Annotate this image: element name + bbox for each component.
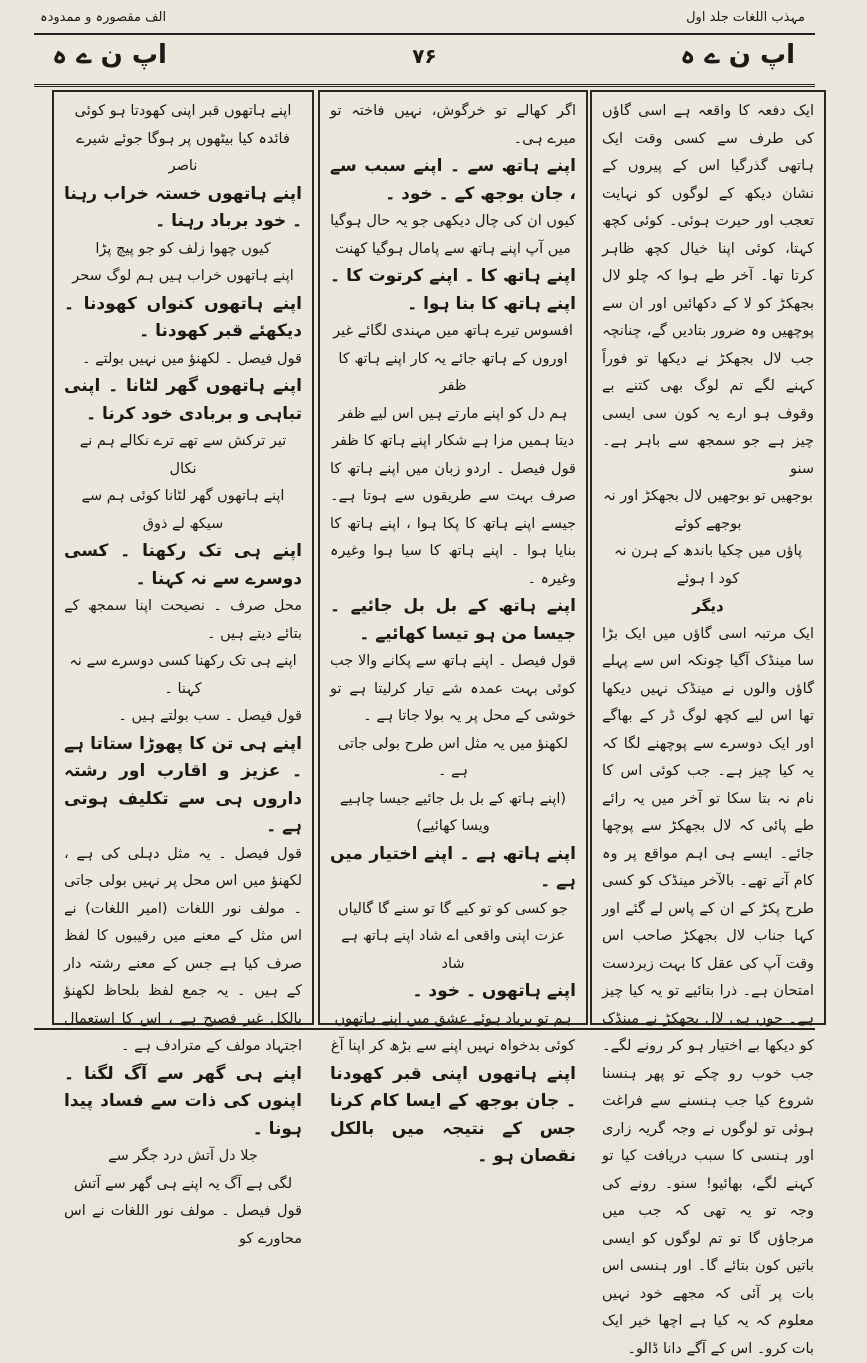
headword: اپنے ہاتھوں ۔ خود ۔ bbox=[330, 978, 576, 1006]
sub-heading: دیگر bbox=[602, 593, 814, 621]
header-rule bbox=[34, 84, 815, 87]
verse-line: بوجھیں تو بوجھیں لال بجھکڑ اور نہ بوجھے کوئے bbox=[602, 483, 814, 538]
entry-paragraph: ایک دفعہ کا واقعہ ہے اسی گاؤں کی طرف سے کسی وقت ایک ہاتھی گذرگیا اس کے پیروں کے نشان دیکھ کے لوگوں کو نہایت تعجب اور حیرت ہوئی۔ کوئی کچھ کہتا، کوئی اپنا خیال کچھ ظاہر کرتا تھا۔ آخر طے ہوا کہ چلو لال بجھکڑ کو لا کے دکھائیں اور ان سے پوچھیں وہ ضرور بتادیں گے، چنانچہ جب لال بجھکڑ نے دیکھا تو فوراً کہنے لگے تم لوگ بھی کتنے بے وقوف ہو ارے یہ کون سی ایسی چیز ہے جو سمجھ سے باہر ہے۔ سنو bbox=[602, 98, 814, 483]
entry-paragraph: قول فیصل ۔ یہ مثل دہلی کی ہے ، لکھنؤ میں اس محل پر نہیں بولی جاتی ۔ مولف نور اللغات (امیر اللغات) نے اس مثل کے معنے میں رقیبوں کا لفظ صرف کیا ہے جس کے معنے رشتہ دار کے ہیں ۔ یہ جمع لفظ بلحاظ لکھنؤ بالکل غیر فصیح ہے ، اس کا استعمال اجتہاد مولف کے مترادف ہے ۔ bbox=[64, 841, 302, 1061]
page-number: ۷۶ bbox=[412, 44, 436, 68]
entry-paragraph: محل صرف ۔ نصیحت اپنا سمجھ کے بتائے دیتے ہیں ۔ bbox=[64, 593, 302, 648]
verse-line: جو کسی کو تو کیے گا تو سنے گا گالیاں bbox=[330, 896, 576, 924]
entry-paragraph: (اپنے ہاتھ کے بل بل جائیے جیسا چاہیے ویسا کھائیے) bbox=[330, 786, 576, 841]
headword: اپنے ہاتھوں گھر لٹانا ۔ اپنی تباہی و بربادی خود کرنا ۔ bbox=[64, 373, 302, 428]
entry-paragraph: لکھنؤ میں یہ مثل اس طرح بولی جاتی ہے ۔ bbox=[330, 731, 576, 786]
bottom-rule bbox=[34, 1028, 815, 1030]
column-right bbox=[590, 90, 826, 1025]
verse-line: کیوں ان کی چال دیکھی جو یہ حال ہوگیا bbox=[330, 208, 576, 236]
verse-line: فائدہ کیا بیٹھوں پر ہوگا جوئے شیرے ناصر bbox=[64, 126, 302, 181]
entry-paragraph: ایک مرتبہ اسی گاؤں میں ایک بڑا سا مینڈک آگیا چونکہ اس سے پہلے گاؤں والوں نے مینڈک نہیں دیکھا تھا اس لیے کچھ لوگ ڈر کے بھاگے اور ایک دوسرے سے پوچھنے لگا کہ یہ کیا چیز ہے۔ جب کوئی اس کا نام نہ بتا سکا تو آخر میں یہ رائے طے پائی کہ لال بجھکڑ سے پوچھا جائے۔ ایسے ہی اہم مواقع پر وہ کام آتے تھے۔ بالآخر مینڈک کو کسی طرح پکڑ کے ان کے پاس لے گئے اور کہا جناب لال بجھکڑ صاحب اس وقت آپ کی عقل کا بہت زبردست امتحان ہے۔ ذرا بتائیے تو یہ کیا چیز ہے۔ جوں ہی لال بجھکڑ نے مینڈک کو دیکھا بے اختیار ہو کر رونے لگے۔ جب خوب رو چکے تو پھر ہنسنا شروع کیا جب ہنسنے سے فراغت ہوئی تو لوگوں نے وجہ گریہ زاری اور ہنسی کا سبب دریافت کیا تو کہنے لگے، بھائیو! سنو۔ رونے کی وجہ تو یہ تھی کہ جب میں مرجاؤں گا تو تم لوگوں کو ایسی باتیں کون بتائے گا۔ اور ہنسی اس بات پر آئی کہ مجھے خود نہیں معلوم کہ یہ کیا ہے اچھا خیر ایک بات کرو۔ اس کے آگے دانا ڈالو۔ bbox=[602, 621, 814, 1363]
entry-paragraph: اگر کھالے تو خرگوش، نہیں فاختہ تو میرے ہی۔ bbox=[330, 98, 576, 153]
entry-paragraph: قول فیصل ۔ اردو زبان میں اپنے ہاتھ کا صرف بہت سے طریقوں سے ہوتا ہے۔ جیسے اپنے ہاتھ کا پکا ہوا ، اپنے ہاتھ کا بنایا ہوا ۔ اپنے ہاتھ کا سیا ہوا وغیرہ وغیرہ ۔ bbox=[330, 456, 576, 594]
verse-line: افسوس تیرے ہاتھ میں مہندی لگائے غیر اوروں کے ہاتھ جائے یہ کار اپنے ہاتھ کا ظفر bbox=[330, 318, 576, 401]
verse-line: اپنے ہاتھوں خراب ہیں ہم لوگ سحر bbox=[64, 263, 302, 291]
top-rule bbox=[34, 33, 815, 35]
headword: اپنے ہاتھوں خستہ خراب رہنا ۔ خود برباد رہنا ۔ bbox=[64, 181, 302, 236]
verse-line: تیر ترکش سے تھے ترے نکالے ہم نے نکال bbox=[64, 428, 302, 483]
verse-line: اپنے ہاتھوں گھر لٹانا کوئی ہم سے سیکھ لے ذوق bbox=[64, 483, 302, 538]
guide-word-left: اپ ن ے ہ bbox=[52, 40, 167, 70]
entry-paragraph: قول فیصل ۔ اپنے ہاتھ سے پکانے والا جب کوئی بہت عمدہ شے تیار کرلیتا ہے تو خوشی کے محل پر یہ بولا جاتا ہے ۔ bbox=[330, 648, 576, 731]
entry-paragraph: قول فیصل ۔ لکھنؤ میں نہیں بولتے ۔ bbox=[64, 346, 302, 374]
verse-line: ہم تو برباد ہوئے عشق میں اپنے ہاتھوں bbox=[330, 1006, 576, 1034]
headword: اپنے ہی تک رکھنا ۔ کسی دوسرے سے نہ کہنا ۔ bbox=[64, 538, 302, 593]
verse-line: عزت اپنی واقعی اے شاد اپنے ہاتھ ہے شاد bbox=[330, 923, 576, 978]
verse-line: جلا دل آتش درد جگر سے bbox=[64, 1143, 302, 1171]
headword: اپنے ہاتھ کا ۔ اپنے کرتوت کا ۔ اپنے ہاتھ کا بنا ہوا ۔ bbox=[330, 263, 576, 318]
section-title: الف مقصورہ و ممدودہ bbox=[40, 10, 166, 25]
headword: اپنے ہی گھر سے آگ لگنا ۔ اپنوں کی ذات سے فساد پیدا ہونا ۔ bbox=[64, 1061, 302, 1144]
verse-line: ہم دل کو اپنے مارتے ہیں اس لیے ظفر دیتا ہمیں مزا ہے شکار اپنے ہاتھ کا ظفر bbox=[330, 401, 576, 456]
column-middle bbox=[318, 90, 588, 1025]
headword: اپنے ہاتھوں اپنی قبر کھودنا ۔ جان بوجھ کے ایسا کام کرنا جس کے نتیجہ میں بالکل نقصان ہو ۔ bbox=[330, 1061, 576, 1171]
headword: اپنے ہی تن کا پھوڑا ستاتا ہے ۔ عزیز و اقارب اور رشتہ داروں ہی سے تکلیف ہوتی ہے ۔ bbox=[64, 731, 302, 841]
guide-word-right: اپ ن ے ہ bbox=[680, 40, 795, 70]
entry-paragraph: قول فیصل ۔ مولف نور اللغات نے اس محاورے کو bbox=[64, 1198, 302, 1253]
page-header bbox=[34, 38, 815, 82]
verse-line: اپنے ہاتھوں قبر اپنی کھودتا ہو کوئی bbox=[64, 98, 302, 126]
verse-line: کیوں چھوا زلف کو جو پیچ پڑا bbox=[64, 236, 302, 264]
headword: اپنے ہاتھ ہے ۔ اپنے اختیار میں ہے ۔ bbox=[330, 841, 576, 896]
column-left bbox=[52, 90, 314, 1025]
entry-paragraph: قول فیصل ۔ سب بولتے ہیں ۔ bbox=[64, 703, 302, 731]
verse-line: اپنے ہی تک رکھنا کسی دوسرے سے نہ کہنا ۔ bbox=[64, 648, 302, 703]
headword: اپنے ہاتھوں کنواں کھودنا ۔ دیکھئے قبر کھودنا ۔ bbox=[64, 291, 302, 346]
running-head bbox=[0, 6, 867, 30]
verse-line: کوئی بدخواہ نہیں اپنے سے بڑھ کر اپنا آغ bbox=[330, 1033, 576, 1061]
headword: اپنے ہاتھ کے بل بل جائیے ۔ جیسا من ہو تیسا کھائیے ۔ bbox=[330, 593, 576, 648]
verse-line: میں آپ اپنے ہاتھ سے پامال ہوگیا کھنت bbox=[330, 236, 576, 264]
verse-line: پاؤں میں چکیا باندھ کے ہرن نہ کود ا ہوئے bbox=[602, 538, 814, 593]
verse-line: لگی ہے آگ یہ اپنے ہی گھر سے آتش bbox=[64, 1171, 302, 1199]
headword: اپنے ہاتھ سے ۔ اپنے سبب سے ، جان بوجھ کے ۔ خود ۔ bbox=[330, 153, 576, 208]
book-title: مہذب اللغات جلد اول bbox=[686, 10, 805, 25]
